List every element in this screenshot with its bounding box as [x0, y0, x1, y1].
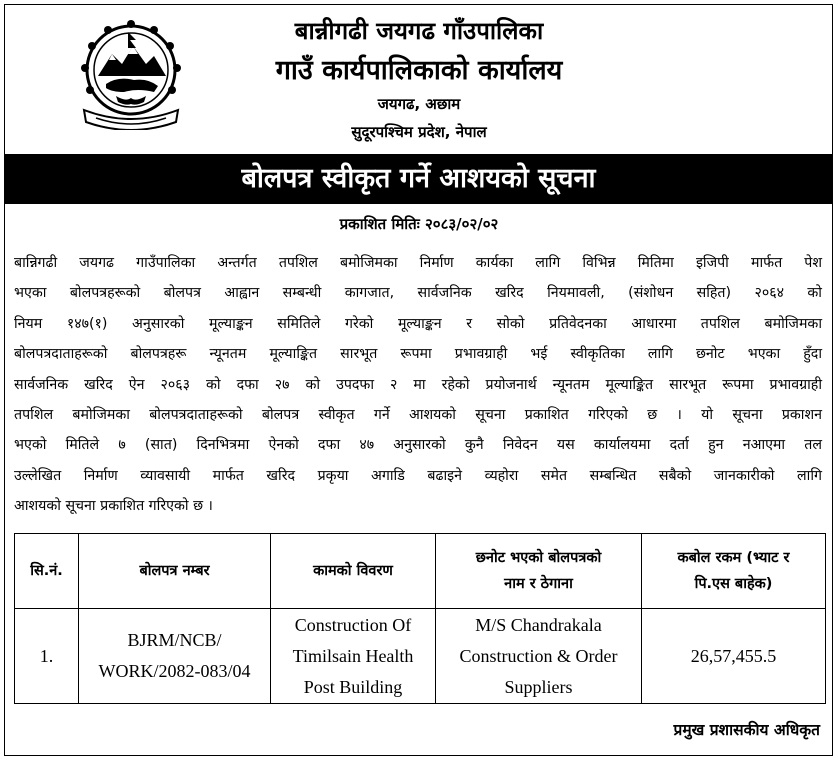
cell-bid-number-line: BJRM/NCB/ [127, 630, 222, 650]
header-selected-bidder-line: नाम र ठेगाना [504, 576, 573, 592]
tender-table [14, 533, 826, 704]
cell-bidder-line: Suppliers [504, 676, 573, 697]
municipality-name: बान्नीगढी जयगढ गाँउपालिका [294, 17, 544, 45]
header-selected-bidder [436, 534, 642, 609]
notice-title: बोलपत्र स्वीकृत गर्ने आशयको सूचना [5, 154, 832, 204]
body-line: भएको मितिले ७ (सात) दिनभित्रमा ऐनको दफा ४७ अनुसारको कुनै निवेदन यस कार्यालयमा दर्ता हुन नआएमा तल [14, 437, 822, 454]
table-row [15, 609, 826, 704]
cell-bid-number-line: WORK/2082-083/04 [98, 661, 251, 681]
body-line: उल्लेखित निर्माण व्यावसायी मार्फत खरिद प्रकृया अगाडि बढाइने व्यहोरा समेत सम्बन्धित सबैको जानकारीको लागि [14, 467, 822, 484]
body-line: आशयको सूचना प्रकाशित गरिएको छ । [14, 498, 213, 515]
cell-bid-amount: 26,57,455.5 [642, 609, 826, 704]
cell-bidder-line: M/S Chandrakala [475, 614, 602, 635]
body-line: तपशिल बमोजिमका बोलपत्रदाताहरूको बोलपत्र स्वीकृत गर्ने आशयको सूचना प्रकाशित गरिएको छ । यो सूचना प्रकाशन [14, 407, 822, 424]
body-line: नियम १४७(१) अनुसारको मूल्याङ्कन समितिले गरेको मूल्याङ्कन र सोको प्रतिवेदनका आधारमा तपशिल बमोजिमका [14, 315, 822, 332]
table-header-row [15, 534, 826, 609]
province-country: सुदूरपश्चिम प्रदेश, नेपाल [351, 123, 487, 141]
cell-selected-bidder [436, 609, 642, 704]
office-name: गाउँ कार्यपालिकाको कार्यालय [275, 55, 563, 86]
header-work-description: कामको विवरण [271, 534, 436, 609]
header-selected-bidder-line: छनोट भएको बोलपत्रको [475, 550, 602, 566]
cell-work-line: Timilsain Health [292, 645, 414, 666]
cell-work-description [271, 609, 436, 704]
header-bid-amount-line: पि.एस बाहेक) [694, 576, 773, 592]
published-date: प्रकाशित मितिः २०८३/०२/०२ [339, 215, 499, 233]
cell-work-line: Post Building [303, 676, 403, 697]
body-line: बान्निगढी जयगढ गाउँपालिका अन्तर्गत तपशिल बमोजिमका निर्माण कार्यका लागि विभिन्न मितिमा इजिपी मार्फत पेश [14, 255, 822, 271]
signatory-title: प्रमुख प्रशासकीय अधिकृत [673, 721, 820, 739]
body-line: भएका बोलपत्रहरूको बोलपत्र आह्वान सम्बन्धी कागजात, सार्वजनिक खरिद नियमावली, (संशोधन सहित) २०६४ को [14, 285, 822, 302]
header-bid-amount-line: कबोल रकम (भ्याट र [677, 550, 790, 566]
cell-bid-number [79, 609, 271, 704]
cell-work-line: Construction Of [294, 614, 412, 635]
header-serial-number: सि.नं. [15, 534, 79, 609]
header-bid-number: बोलपत्र नम्बर [79, 534, 271, 609]
cell-bidder-line: Construction & Order [459, 645, 618, 666]
office-location: जयगढ, अछाम [377, 95, 461, 113]
header-bid-amount [642, 534, 826, 609]
cell-serial-number: 1. [15, 609, 79, 704]
body-line: सार्वजनिक खरिद ऐन २०६३ को दफा २७ को उपदफा २ मा रहेको प्रयोजनार्थ न्यूनतम मूल्याङ्कित सारभूत रूपमा प्रभावग्राही [14, 376, 822, 393]
body-line: बोलपत्रदाताहरूको बोलपत्रहरू न्यूनतम मूल्याङ्कित सारभूत रूपमा प्रभावग्राही भई स्वीकृतिका लागि छनोट भएका हुँदा [14, 346, 822, 363]
notice-body [14, 248, 822, 522]
